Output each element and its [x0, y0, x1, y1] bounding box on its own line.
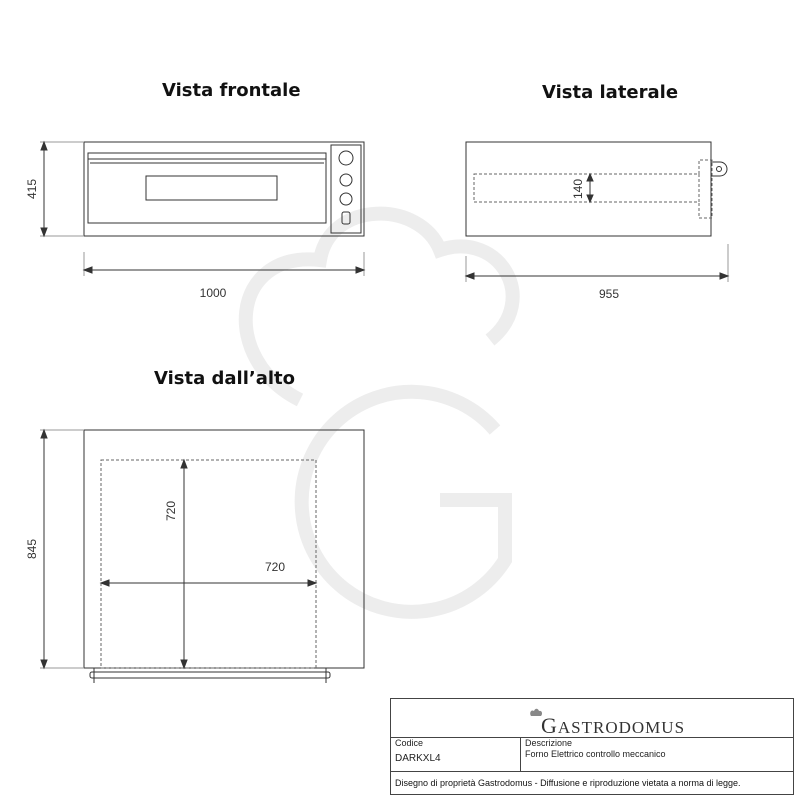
front-body-outline: [84, 142, 364, 236]
top-view-title: Vista dall’alto: [154, 368, 296, 389]
side-hook: [711, 162, 727, 176]
front-view-title: Vista frontale: [162, 80, 301, 101]
description-value: Forno Elettrico controllo meccanico: [525, 749, 666, 759]
dim-front-width: 1000: [199, 286, 227, 300]
dim-top-chamber-depth: 720: [164, 500, 178, 522]
code-label: Codice: [395, 738, 424, 748]
dim-front-height: 415: [25, 178, 39, 200]
code-cell: [391, 737, 521, 771]
front-knob-3: [340, 193, 352, 205]
title-block-info-row: [391, 737, 793, 772]
dim-top-chamber-width: 720: [264, 560, 286, 574]
brand-logo: [391, 699, 793, 738]
side-body-outline: [466, 142, 711, 236]
description-cell: [521, 737, 793, 771]
brand-rest: ASTRODOMUS: [557, 718, 686, 737]
dim-top-depth: 845: [25, 538, 39, 560]
brand-name: [541, 713, 685, 739]
brand-initial: G: [541, 713, 558, 738]
side-chamber-dashed: [474, 174, 699, 202]
top-handle-bar: [90, 672, 330, 678]
code-value: DARKXL4: [395, 753, 441, 764]
title-block: [390, 698, 794, 795]
dim-side-chamber-height: 140: [571, 178, 585, 200]
side-view-title: Vista laterale: [542, 82, 679, 103]
front-knob-2: [340, 174, 352, 186]
copyright-footer: Disegno di proprietà Gastrodomus - Diffusione e riproduzione vietata a norma di legge.: [395, 778, 741, 788]
description-label: Descrizione: [525, 738, 573, 748]
front-window: [146, 176, 277, 200]
front-knob-1: [339, 151, 353, 165]
dim-side-depth: 955: [598, 287, 620, 301]
top-body-outline: [84, 430, 364, 668]
